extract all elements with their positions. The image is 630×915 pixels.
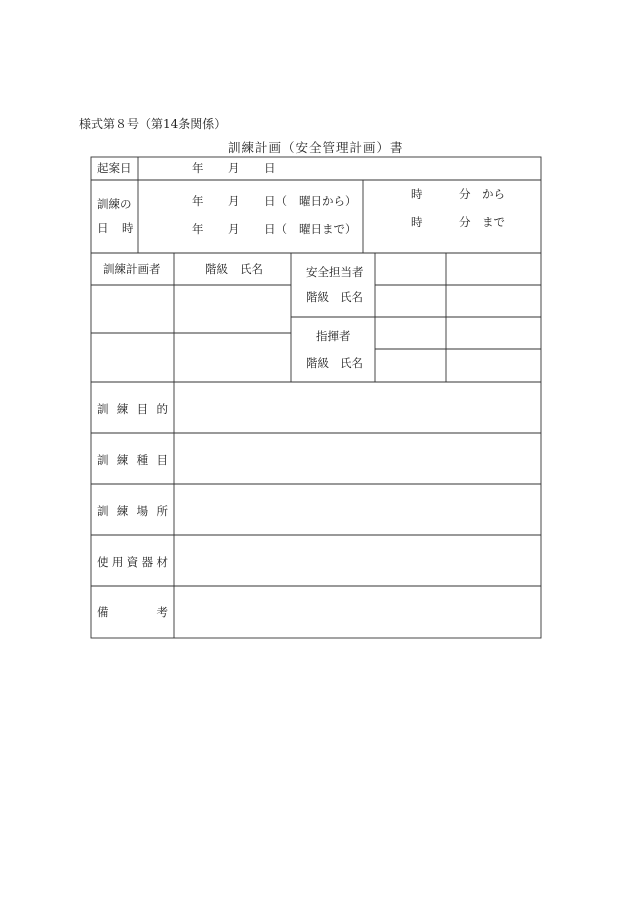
training-datetime-label-day: 日: [97, 221, 109, 235]
start-minute: 分: [459, 187, 471, 201]
equipment-label-char: 使: [97, 555, 109, 569]
purpose-label-char: 的: [156, 402, 168, 416]
equipment-label-char: 材: [156, 555, 168, 569]
safety-officer-rank-label: 階級: [306, 290, 329, 304]
draft-date-day: 日: [264, 161, 276, 175]
category-label-char: 訓: [97, 453, 109, 467]
end-month: 月: [228, 222, 240, 236]
equipment-label-char: 用: [111, 555, 124, 569]
location-label-char: 練: [116, 504, 129, 518]
purpose-label-char: 練: [116, 402, 129, 416]
remarks-label: [97, 605, 168, 619]
form-number: 様式第８号（第14条関係）: [79, 117, 227, 131]
purpose-label: [97, 402, 168, 416]
end-weekday: 曜日まで）: [299, 222, 357, 236]
safety-officer-label: 安全担当者: [306, 265, 364, 279]
location-label-char: 場: [136, 504, 149, 518]
start-day: 日（: [264, 194, 287, 208]
training-datetime-label-time: 時: [122, 221, 134, 235]
planner-name-label: 氏名: [240, 262, 263, 276]
start-hour: 時: [411, 187, 423, 201]
start-month: 月: [228, 194, 240, 208]
planner-rank-label: 階級: [205, 262, 228, 276]
form-title: 訓練計画（安全管理計画）書: [228, 140, 404, 155]
end-suffix: まで: [482, 215, 505, 229]
planner-label: 訓練計画者: [103, 262, 161, 276]
training-datetime-label-line1: 訓練の: [97, 197, 132, 211]
equipment-label-char: 資: [126, 555, 139, 569]
location-label-char: 所: [156, 504, 168, 518]
end-hour: 時: [411, 215, 423, 229]
safety-officer-name-label: 氏名: [340, 290, 363, 304]
category-label-char: 種: [136, 453, 149, 467]
location-label-char: 訓: [97, 504, 109, 518]
draft-date-month: 月: [228, 161, 240, 175]
category-label-char: 練: [116, 453, 129, 467]
remarks-label-char: 備: [97, 605, 109, 619]
commander-label: 指揮者: [316, 329, 351, 343]
purpose-label-char: 目: [136, 402, 149, 416]
end-day: 日（: [264, 222, 287, 236]
draft-date-year: 年: [192, 161, 204, 175]
end-minute: 分: [459, 215, 471, 229]
equipment-label: [97, 555, 168, 569]
commander-name-label: 氏名: [340, 356, 363, 370]
draft-date-label: 起案日: [97, 161, 132, 175]
location-label: [97, 504, 168, 518]
purpose-label-char: 訓: [97, 402, 109, 416]
category-label-char: 目: [156, 453, 168, 467]
equipment-label-char: 器: [141, 555, 154, 569]
end-year: 年: [192, 222, 204, 236]
start-suffix: から: [482, 187, 505, 201]
category-label: [97, 453, 168, 467]
remarks-label-char: 考: [156, 605, 168, 619]
commander-rank-label: 階級: [306, 356, 329, 370]
start-weekday: 曜日から）: [299, 194, 357, 208]
start-year: 年: [192, 194, 204, 208]
